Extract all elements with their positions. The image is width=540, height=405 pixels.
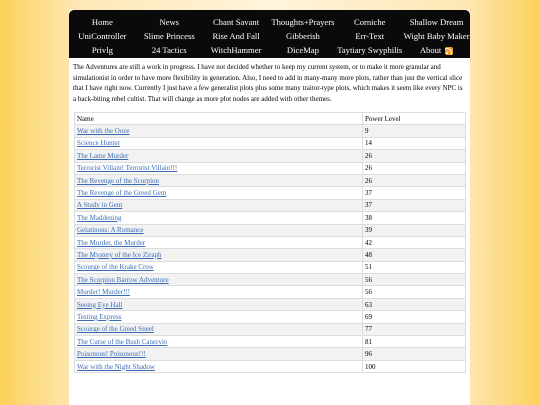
table-row	[75, 360, 466, 372]
plot-link[interactable]: The Maddening	[77, 213, 122, 222]
plot-name-cell	[75, 174, 363, 186]
plot-link[interactable]: Terrorist Villain! Terrorist Villain!!!	[77, 164, 178, 173]
plot-link[interactable]: The Curse of the Bush Canervio	[77, 337, 168, 346]
plot-name-cell	[75, 298, 363, 310]
plot-name-cell	[75, 199, 363, 211]
nav-link-rise-and-fall[interactable]: Rise And Fall	[212, 31, 260, 41]
plot-link[interactable]: War with the Ooze	[77, 127, 130, 136]
nav-link-taytiary-swyphilis[interactable]: Taytiary Swyphilis	[337, 45, 403, 55]
table-row	[75, 125, 466, 137]
plot-link[interactable]: Gelatinous: A Romance	[77, 226, 144, 235]
table-row	[75, 323, 466, 335]
plot-link[interactable]: The Lame Murder	[77, 151, 129, 160]
power-level-cell: 56	[363, 286, 466, 298]
plot-link[interactable]: Scourge of the Greed Sneel	[77, 325, 154, 334]
plot-link[interactable]: A Study in Gem	[77, 201, 123, 210]
table-row	[75, 150, 466, 162]
plot-link[interactable]: Scourge of the Krake Crow	[77, 263, 154, 272]
power-level-cell: 81	[363, 336, 466, 348]
nav-link-corniche[interactable]: Corniche	[353, 17, 386, 27]
nav-link-wight-baby-maker[interactable]: Wight Baby Maker	[403, 31, 470, 41]
plot-name-cell	[75, 224, 363, 236]
page-container	[69, 10, 470, 405]
table-row	[75, 311, 466, 323]
top-navigation	[69, 10, 470, 58]
plot-name-cell	[75, 311, 363, 323]
table-row	[75, 212, 466, 224]
table-row	[75, 249, 466, 261]
plot-link[interactable]: War with the Night Shadow	[77, 362, 155, 371]
nav-link-label: About	[419, 45, 442, 55]
plot-name-cell	[75, 348, 363, 360]
plot-name-cell	[75, 162, 363, 174]
power-level-cell: 69	[363, 311, 466, 323]
intro-paragraph: The Adventures are still a work in progress. I have not decided whether to keep my current system, or to make it more granular and simulationist in order to have more flexibility in generation. Also, I need to add in many-many more plots, rather than just the vertical slice that I have right now. Currently I just have a few generalist plots plus some many traitor-type plots, which makes it seem like every NPC is a back-biting rebel cultist. That will change as more plot nodes are added with other themes.	[73, 63, 463, 103]
plot-link[interactable]: Poisonous! Poisonous!!!	[77, 350, 146, 359]
table-body	[75, 125, 466, 373]
plot-name-cell	[75, 261, 363, 273]
plot-name-cell	[75, 125, 363, 137]
rss-feed-icon[interactable]	[445, 47, 453, 55]
nav-link-24-tactics[interactable]: 24 Tactics	[151, 45, 187, 55]
plot-name-cell	[75, 137, 363, 149]
power-level-cell: 77	[363, 323, 466, 335]
plot-name-cell	[75, 187, 363, 199]
column-header-name: Name	[75, 113, 363, 125]
power-level-cell: 39	[363, 224, 466, 236]
power-level-cell: 14	[363, 137, 466, 149]
plot-name-cell	[75, 323, 363, 335]
power-level-cell: 42	[363, 236, 466, 248]
power-level-cell: 96	[363, 348, 466, 360]
plot-link[interactable]: Science Hunter	[77, 139, 120, 148]
nav-link-unicontroller[interactable]: UniController	[78, 31, 127, 41]
table-row	[75, 298, 466, 310]
plot-link[interactable]: The Mystery of the Ice Ziraph	[77, 250, 162, 259]
plot-link[interactable]: The Revenge of the Greed Gem	[77, 189, 167, 198]
nav-link-slime-princess[interactable]: Slime Princess	[143, 31, 195, 41]
power-level-cell: 26	[363, 162, 466, 174]
nav-link-news[interactable]: News	[159, 17, 180, 27]
table-row	[75, 174, 466, 186]
plot-name-cell	[75, 360, 363, 372]
nav-link-gibberish[interactable]: Gibberish	[285, 31, 320, 41]
table-row	[75, 137, 466, 149]
table-row	[75, 187, 466, 199]
power-level-cell: 100	[363, 360, 466, 372]
nav-link-about[interactable]	[403, 44, 470, 57]
table-row	[75, 286, 466, 298]
plot-link[interactable]: The Revenge of the Scorpion	[77, 176, 160, 185]
plot-link[interactable]: The Murder, the Murder	[77, 238, 146, 247]
plot-name-cell	[75, 286, 363, 298]
plot-name-cell	[75, 249, 363, 261]
column-header-power-level: Power Level	[363, 113, 466, 125]
table-row	[75, 162, 466, 174]
plot-link[interactable]: Seeing Eye Hall	[77, 300, 123, 309]
power-level-cell: 51	[363, 261, 466, 273]
power-level-cell: 9	[363, 125, 466, 137]
power-level-cell: 26	[363, 174, 466, 186]
plot-name-cell	[75, 336, 363, 348]
power-level-cell: 38	[363, 212, 466, 224]
table-header-row	[75, 113, 466, 125]
plot-name-cell	[75, 236, 363, 248]
table-row	[75, 261, 466, 273]
table-row	[75, 274, 466, 286]
plot-name-cell	[75, 150, 363, 162]
plot-name-cell	[75, 212, 363, 224]
table-row	[75, 336, 466, 348]
table-row	[75, 348, 466, 360]
power-level-cell: 37	[363, 199, 466, 211]
plots-table	[74, 112, 466, 373]
power-level-cell: 26	[363, 150, 466, 162]
nav-link-witchhammer[interactable]: WitchHammer	[210, 45, 262, 55]
nav-link-dicemap[interactable]: DiceMap	[286, 45, 319, 55]
nav-link-chant-savant[interactable]: Chant Savant	[213, 17, 260, 27]
power-level-cell: 56	[363, 274, 466, 286]
table-row	[75, 199, 466, 211]
nav-link-err-text[interactable]: Err-Text	[355, 31, 385, 41]
nav-link-home[interactable]: Home	[91, 17, 113, 27]
power-level-cell: 48	[363, 249, 466, 261]
nav-link-privlg[interactable]: Privlg	[91, 45, 113, 55]
plot-link[interactable]: The Scorpion Barrow Adventure	[77, 275, 169, 284]
plot-link[interactable]: Testing Express	[77, 312, 122, 321]
nav-link-thoughts-prayers[interactable]: Thoughts+Prayers	[271, 17, 335, 27]
power-level-cell: 63	[363, 298, 466, 310]
table-row	[75, 224, 466, 236]
power-level-cell: 37	[363, 187, 466, 199]
nav-link-shallow-dream[interactable]: Shallow Dream	[409, 17, 464, 27]
plot-link[interactable]: Murder! Murder!!!	[77, 288, 131, 297]
table-row	[75, 236, 466, 248]
plot-name-cell	[75, 274, 363, 286]
